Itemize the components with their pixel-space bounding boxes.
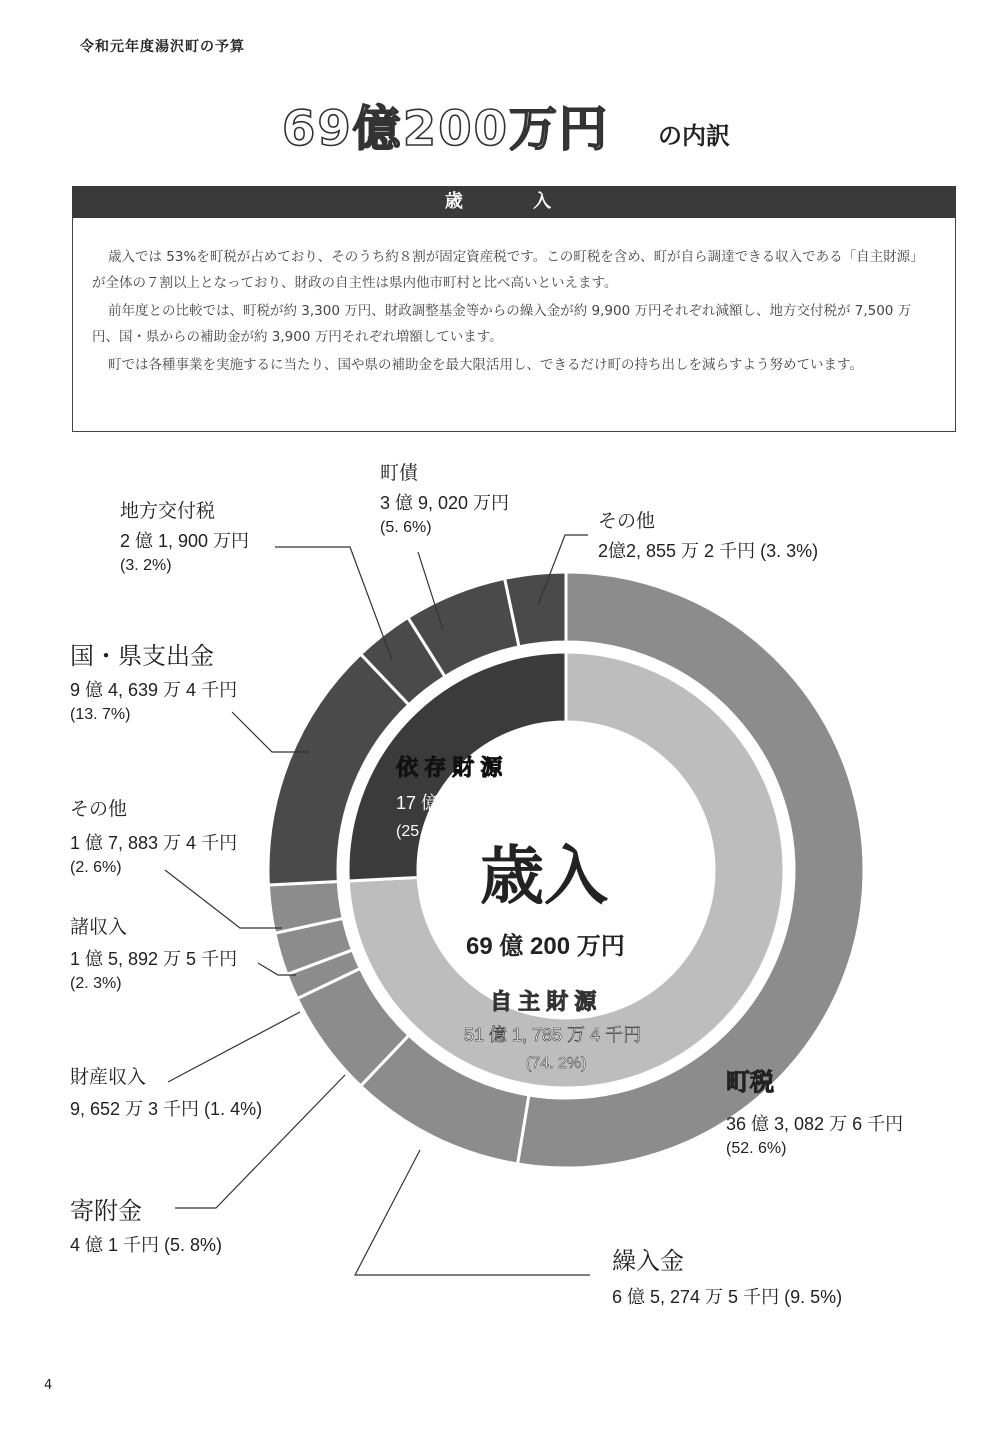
page-number: 4 — [44, 1378, 53, 1393]
label-chosai — [380, 460, 509, 539]
label-chiho-amount: 2 億 1, 900 万円 — [120, 530, 250, 551]
label-kuni-pct: (13. 7%) — [70, 705, 131, 723]
label-chiho-pct: (3. 2%) — [120, 556, 172, 574]
label-chosai-name: 町債 — [380, 463, 419, 484]
description-paragraph-2: 前年度との比較では、町税が約 3,300 万円、財政調整基金等からの繰入金が約 9,900 万円それぞれ減額し、地方交付税が 7,500 万円、国・県からの補助金が約 3,900 万円それぞれ増額しています。 — [92, 303, 912, 345]
description-paragraph-1: 歳入では 53%を町税が占めており、そのうち約８割が固定資産税です。この町税を含め、町が自ら調達できる収入である「自主財源」が全体の７割以上となっており、財政の自主性は県内他市町村と比べ高いといえます。 — [92, 249, 917, 291]
label-kifu — [70, 1195, 222, 1258]
document-title: 令和元年度湯沢町の予算 — [80, 39, 245, 55]
label-zaisan-amount: 9, 652 万 3 千円 (1. 4%) — [70, 1098, 263, 1119]
label-kurikomi-name: 繰入金 — [612, 1248, 684, 1275]
center-total: 69 億 200 万円 — [466, 933, 625, 960]
label-kurikomi — [612, 1245, 842, 1310]
label-sho-amount: 1 億 5, 892 万 5 千円 — [70, 948, 238, 969]
dependent-amount: 17 億 8, 414 万 6 千円 — [396, 793, 574, 813]
label-sonota-dep-name: その他 — [598, 511, 656, 532]
label-kuni-name: 国・県支出金 — [70, 643, 214, 670]
label-sho-name: 諸収入 — [70, 917, 128, 938]
description-paragraph-3: 町では各種事業を実施するに当たり、国や県の補助金を最大限活用し、できるだけ町の持ち出しを減らすよう努めています。 — [108, 357, 863, 373]
section-band: 歳 入 — [72, 186, 956, 218]
label-sonota-own — [70, 796, 237, 879]
dependent-label: 依 存 財 源 — [396, 755, 503, 780]
label-sho — [70, 914, 237, 995]
dependent-pct: (25. 8%) — [396, 823, 457, 840]
main-title-suffix: の内訳 — [658, 122, 730, 150]
label-kifu-name: 寄附金 — [70, 1198, 142, 1225]
label-chosei-pct: (52. 6%) — [726, 1139, 787, 1157]
label-chosei-name: 町税 — [726, 1069, 774, 1096]
label-kuni — [70, 640, 237, 726]
label-chosei-amount: 36 億 3, 082 万 6 千円 — [726, 1113, 904, 1134]
label-sho-pct: (2. 3%) — [70, 974, 122, 992]
label-chosei — [726, 1066, 903, 1160]
main-title: 69億200万円 — [282, 101, 609, 157]
label-chiho — [120, 498, 249, 577]
label-sonota-own-pct: (2. 6%) — [70, 858, 122, 876]
label-kifu-amount: 4 億 1 千円 (5. 8%) — [70, 1234, 223, 1255]
label-chosai-pct: (5. 6%) — [380, 518, 432, 536]
center-title: 歳入 — [480, 840, 608, 912]
label-zaisan-name: 財産収入 — [70, 1067, 147, 1088]
label-sonota-own-name: その他 — [70, 799, 128, 820]
label-kuni-amount: 9 億 4, 639 万 4 千円 — [70, 679, 238, 700]
label-kurikomi-amount: 6 億 5, 274 万 5 千円 (9. 5%) — [612, 1286, 843, 1307]
own-pct: (74. 2%) — [526, 1055, 587, 1072]
label-zaisan — [70, 1064, 262, 1122]
label-chiho-name: 地方交付税 — [120, 501, 216, 522]
own-label: 自 主 財 源 — [490, 989, 597, 1014]
label-sonota-dep — [598, 508, 818, 564]
label-sonota-dep-amount: 2億2, 855 万 2 千円 (3. 3%) — [598, 540, 819, 561]
label-sonota-own-amount: 1 億 7, 883 万 4 千円 — [70, 832, 238, 853]
own-amount: 51 億 1, 785 万 4 千円 — [464, 1025, 642, 1045]
label-chosai-amount: 3 億 9, 020 万円 — [380, 492, 510, 513]
